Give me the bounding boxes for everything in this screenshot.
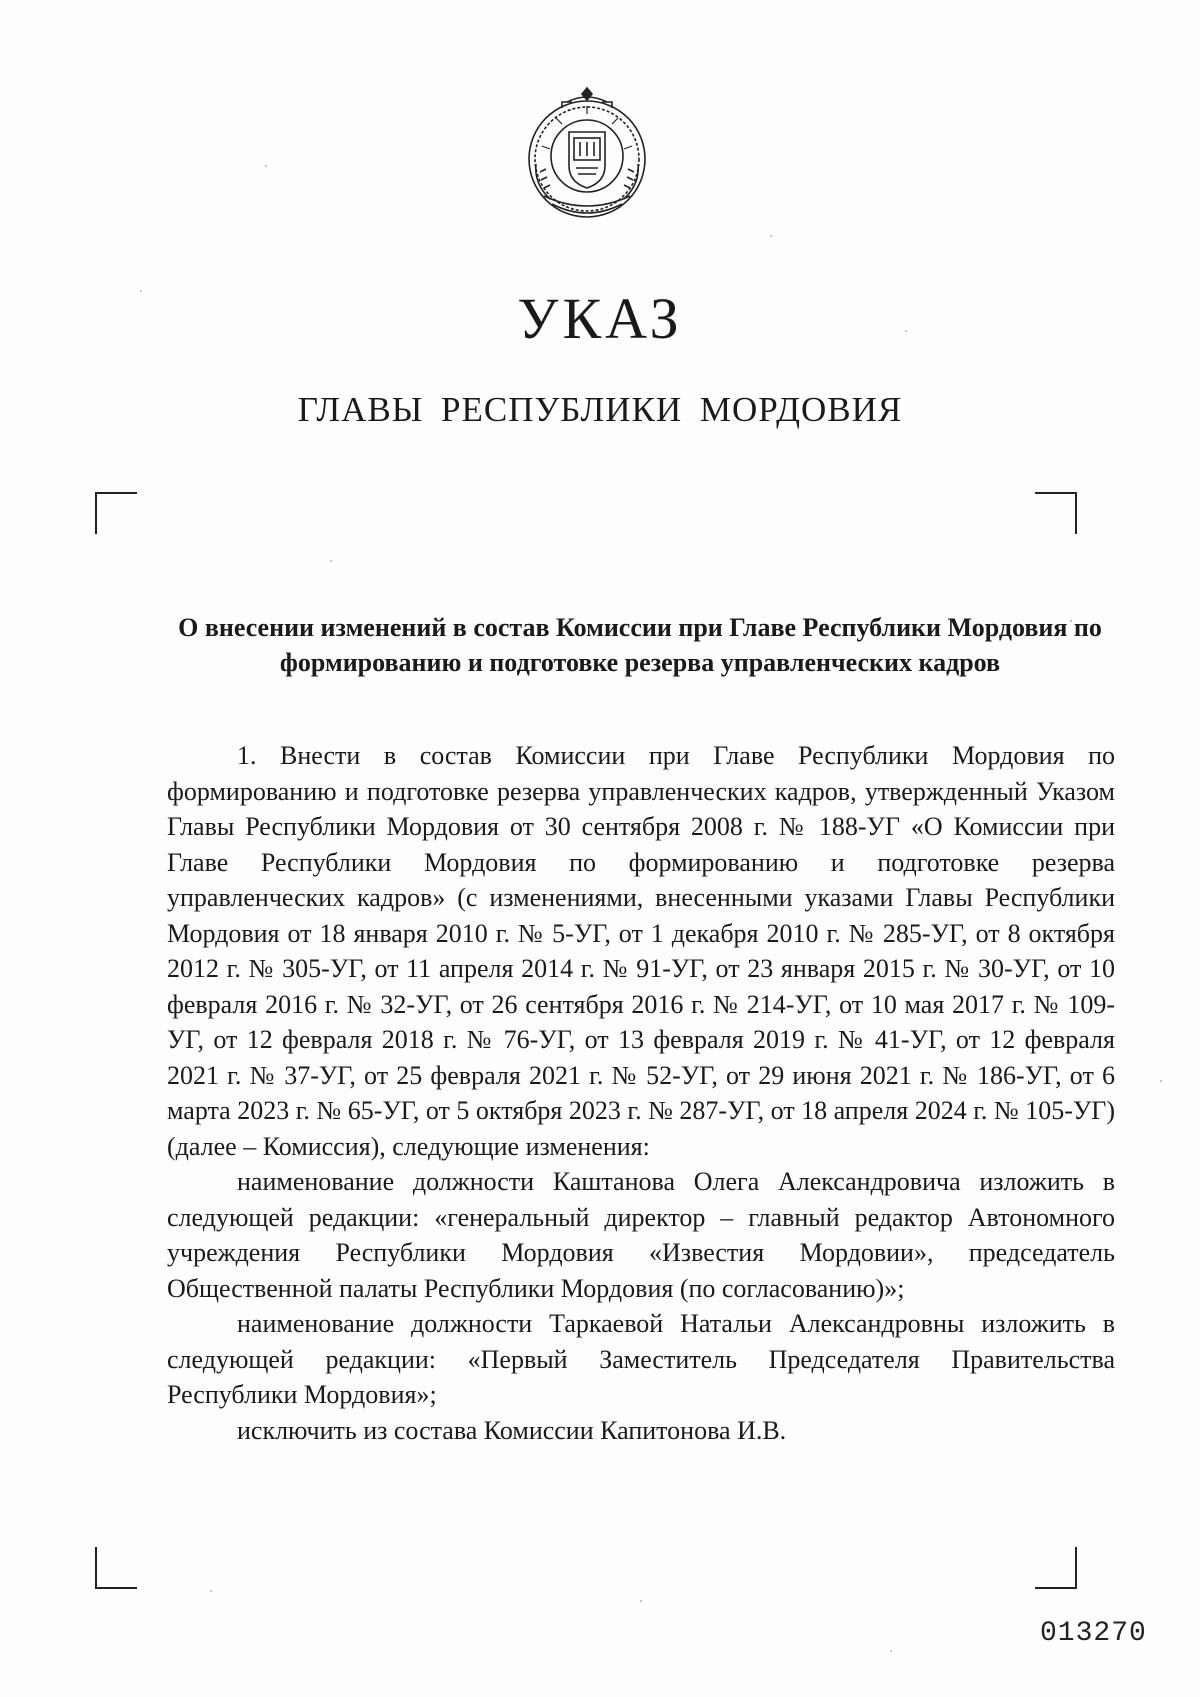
- paragraph: наименование должности Каштанова Олега Александровича изложить в следующей редакции: «генеральный директор – главный редактор Автономного учреждения Республики Мордовия «Известия Мордовии», председатель Общественной палаты Республики Мордовия (по согласованию)»;: [167, 1167, 1115, 1303]
- coat-of-arms-icon: [522, 84, 652, 224]
- scan-speck: [265, 165, 267, 167]
- paragraph: наименование должности Таркаевой Натальи Александровны изложить в следующей редакции: «Первый Заместитель Председателя Правительства Республики Мордовия»;: [167, 1309, 1115, 1409]
- scan-speck: [1160, 1080, 1162, 1082]
- corner-mark-bottom-right: [1035, 1547, 1077, 1589]
- corner-mark-bottom-left: [95, 1547, 137, 1589]
- document-subtitle: ГЛАВЫ РЕСПУБЛИКИ МОРДОВИЯ: [297, 390, 903, 429]
- scan-speck: [890, 1650, 892, 1652]
- decree-heading: О внесении изменений в состав Комиссии при Главе Республики Мордовия по формированию и подготовке резерва управленческих кадров: [178, 613, 1102, 677]
- scan-speck: [640, 1600, 642, 1602]
- scan-speck: [330, 560, 332, 562]
- serial-number: 013270: [1040, 1618, 1147, 1649]
- document-title: УКАЗ: [517, 286, 683, 351]
- scan-speck: [770, 235, 772, 237]
- paragraph: 1. Внести в состав Комиссии при Главе Республики Мордовия по формированию и подготовке резерва управленческих кадров, утвержденный Указом Главы Республики Мордовия от 30 сентября 2008 г. № 188-УГ «О Комиссии при Главе Республики Мордовия по формированию и подготовке резерва управленческих кадров» (с изменениями, внесенными указами Главы Республики Мордовия от 18 января 2010 г. № 5-УГ, от 1 декабря 2010 г. № 285-УГ, от 8 октября 2012 г. № 305-УГ, от 11 апреля 2014 г. № 91-УГ, от 23 января 2015 г. № 30-УГ, от 10 февраля 2016 г. № 32-УГ, от 26 сентября 2016 г. № 214-УГ, от 10 мая 2017 г. № 109-УГ, от 12 февраля 2018 г. № 76-УГ, от 13 февраля 2019 г. № 41-УГ, от 12 февраля 2021 г. № 37-УГ, от 25 февраля 2021 г. № 52-УГ, от 29 июня 2021 г. № 186-УГ, от 6 марта 2023 г. № 65-УГ, от 5 октября 2023 г. № 287-УГ, от 18 апреля 2024 г. № 105-УГ) (далее – Комиссия), следующие изменения:: [167, 741, 1115, 1161]
- paragraph: исключить из состава Комиссии Капитонова И.В.: [237, 1415, 787, 1445]
- corner-mark-top-left: [95, 492, 137, 534]
- decree-body: [167, 738, 1115, 1448]
- corner-mark-top-right: [1035, 492, 1077, 534]
- scan-speck: [210, 1590, 212, 1592]
